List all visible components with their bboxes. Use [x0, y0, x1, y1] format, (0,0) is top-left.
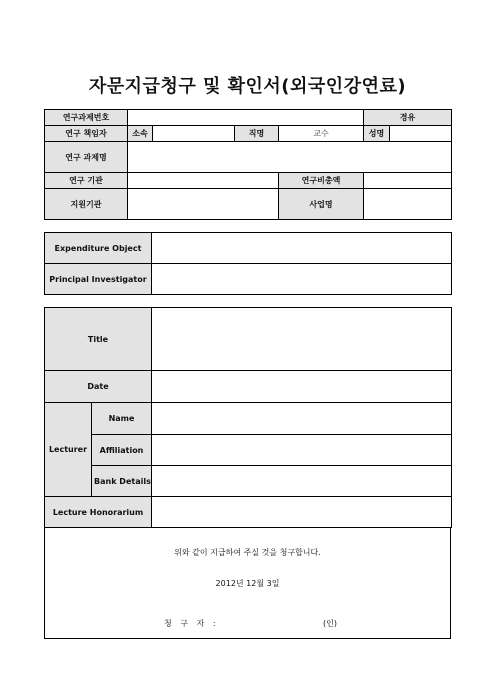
business-name-field[interactable] — [364, 189, 452, 220]
declaration-statement: 위와 같이 지급하여 주실 것을 청구합니다. — [174, 548, 321, 557]
claimant-label: 청 구 자 : — [164, 619, 219, 628]
support-org-label: 지원기관 — [45, 189, 128, 220]
name-label: 성명 — [364, 126, 390, 142]
honorarium-field[interactable] — [152, 497, 452, 528]
bank-details-label: Bank Details — [92, 466, 152, 497]
research-info-table — [44, 109, 452, 220]
pi-label: 연구 책임자 — [45, 126, 128, 142]
lecturer-label: Lecturer — [45, 403, 92, 497]
lecturer-name-label: Name — [92, 403, 152, 435]
business-name-label: 사업명 — [279, 189, 364, 220]
lecture-date-label: Date — [45, 371, 152, 403]
total-cost-label: 연구비총액 — [279, 173, 364, 189]
lecturer-affiliation-field[interactable] — [152, 435, 452, 466]
declaration-date: 2012년 12월 3일 — [215, 579, 280, 588]
expenditure-table — [44, 232, 452, 295]
expenditure-object-label: Expenditure Object — [45, 233, 152, 264]
project-name-label: 연구 과제명 — [45, 142, 128, 173]
lecturer-affiliation-label: Affiliation — [92, 435, 152, 466]
expenditure-object-field[interactable] — [152, 233, 452, 264]
document-title: 자문지급청구 및 확인서(외국인강연료) — [88, 76, 407, 97]
name-field[interactable] — [390, 126, 452, 142]
lecturer-name-field[interactable] — [152, 403, 452, 435]
total-cost-field[interactable] — [364, 173, 452, 189]
support-org-field[interactable] — [128, 189, 279, 220]
lecture-title-field[interactable] — [152, 308, 452, 371]
bank-details-field[interactable] — [152, 466, 452, 497]
principal-investigator-field[interactable] — [152, 264, 452, 295]
position-field[interactable]: 교수 — [279, 126, 364, 142]
lecture-title-label: Title — [45, 308, 152, 371]
lecture-date-field[interactable] — [152, 371, 452, 403]
position-label: 직명 — [235, 126, 279, 142]
institution-field[interactable] — [128, 173, 279, 189]
history-label: 경유 — [364, 110, 452, 126]
declaration-box — [44, 528, 451, 639]
project-number-field[interactable] — [128, 110, 364, 126]
lecture-table — [44, 307, 452, 528]
project-name-field[interactable] — [128, 142, 452, 173]
seal-label[interactable]: (인) — [323, 619, 337, 628]
affiliation-label: 소속 — [128, 126, 153, 142]
project-number-label: 연구과제번호 — [45, 110, 128, 126]
institution-label: 연구 기관 — [45, 173, 128, 189]
principal-investigator-label: Principal Investigator — [45, 264, 152, 295]
honorarium-label: Lecture Honorarium — [45, 497, 152, 528]
affiliation-field[interactable] — [153, 126, 235, 142]
